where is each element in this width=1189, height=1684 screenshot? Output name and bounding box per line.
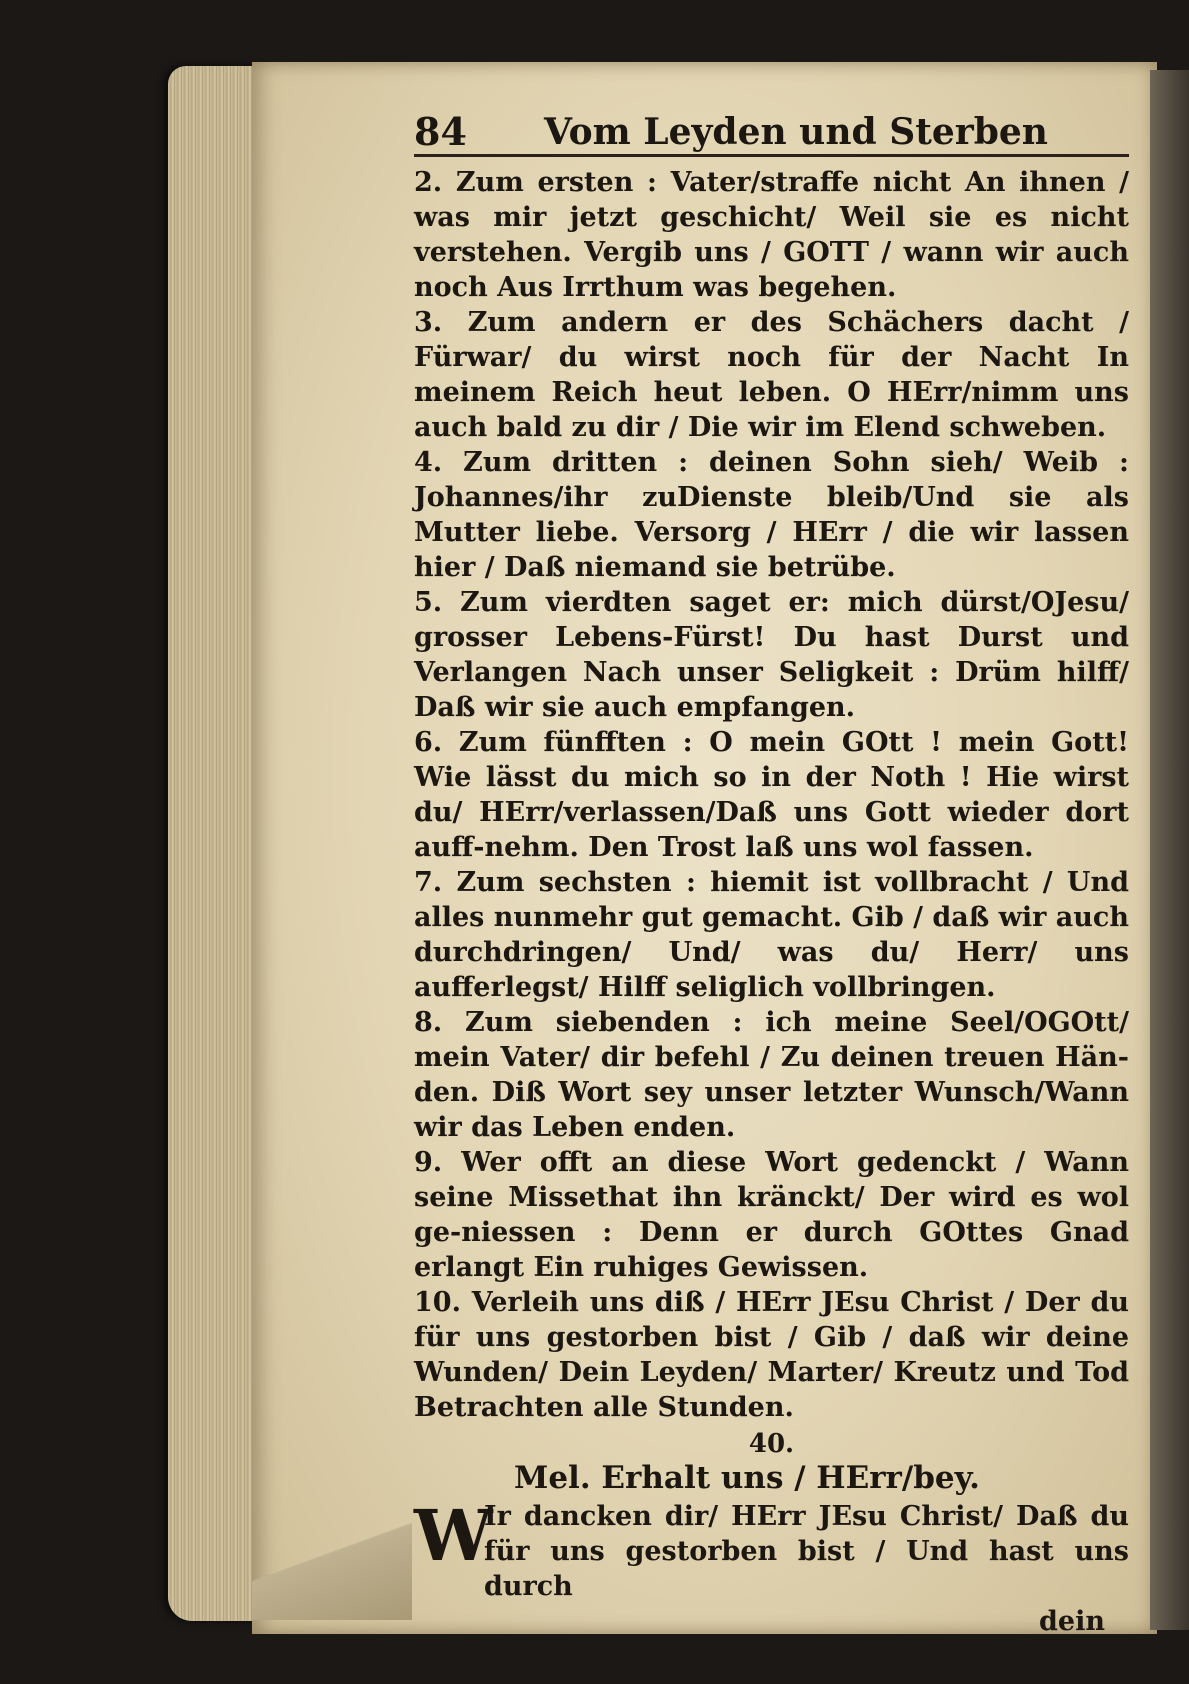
facing-page-edge (1150, 70, 1189, 1630)
stanza-2: 2. Zum ersten : Vater/straffe nicht An ihnen / was mir jetzt geschicht/ Weil sie es nicht verstehen. Vergib uns / GOTT / wann wir auch noch Aus Irrthum was begehen. (414, 167, 1129, 303)
stanza-3: 3. Zum andern er des Schächers dacht / Fürwar/ du wirst noch für der Nacht In meinem Reich heut leben. O HErr/nimm uns auch bald zu dir / Die wir im Elend schweben. (414, 307, 1129, 443)
hymn-first-stanza (414, 1494, 1129, 1604)
drop-initial: W (414, 1494, 493, 1577)
folded-corner (252, 1500, 412, 1620)
stanza-5: 5. Zum vierdten saget er: mich dürst/OJesu/ grosser Lebens-Fürst! Du hast Durst und Verlangen Nach unser Seligkeit : Drüm hilff/ Daß wir sie auch empfangen. (414, 587, 1129, 723)
page-content (414, 108, 1129, 1639)
hymn-first-text: Ir dancken dir/ HErr JEsu Christ/ Daß du für uns gestorben bist / Und hast uns durch (484, 1501, 1129, 1602)
page-number: 84 (414, 109, 467, 154)
page-edges (168, 66, 263, 1621)
catchword: dein (1039, 1606, 1105, 1637)
running-head: Vom Leyden und Sterben (544, 111, 1048, 153)
stanza-7: 7. Zum sechsten : hiemit ist vollbracht / Und alles nunmehr gut gemacht. Gib / daß wir auch durchdringen/ Und/ was du/ Herr/ uns aufferlegst/ Hilff seliglich vollbringen. (414, 867, 1129, 1003)
stanza-10: 10. Verleih uns diß / HErr JEsu Christ / Der du für uns gestorben bist / Gib / daß wir deine Wunden/ Dein Leyden/ Marter/ Kreutz und Tod Betrachten alle Stunden. (414, 1287, 1129, 1423)
melody-line: Mel. Erhalt uns / HErr/bey. (514, 1460, 980, 1496)
page-header (414, 108, 1129, 157)
stanza-6: 6. Zum fünfften : O mein GOtt ! mein Gott! Wie lässt du mich so in der Noth ! Hie wirst du/ HErr/verlassen/Daß uns Gott wieder dort auff-nehm. Den Trost laß uns wol fassen. (414, 727, 1129, 863)
stanza-4: 4. Zum dritten : deinen Sohn sieh/ Weib : Johannes/ihr zuDienste bleib/Und sie als Mutter liebe. Versorg / HErr / die wir lassen hier / Daß niemand sie betrübe. (414, 447, 1129, 583)
stanza-8: 8. Zum siebenden : ich meine Seel/OGOtt/ mein Vater/ dir befehl / Zu deinen treuen Hän-den. Diß Wort sey unser letzter Wunsch/Wann wir das Leben enden. (414, 1007, 1129, 1143)
hymn-number: 40. (748, 1429, 795, 1459)
stanza-9: 9. Wer offt an diese Wort gedenckt / Wann seine Missethat ihn kränckt/ Der wird es wol ge-niessen : Denn er durch GOttes Gnad erlangt Ein ruhiges Gewissen. (414, 1147, 1129, 1283)
